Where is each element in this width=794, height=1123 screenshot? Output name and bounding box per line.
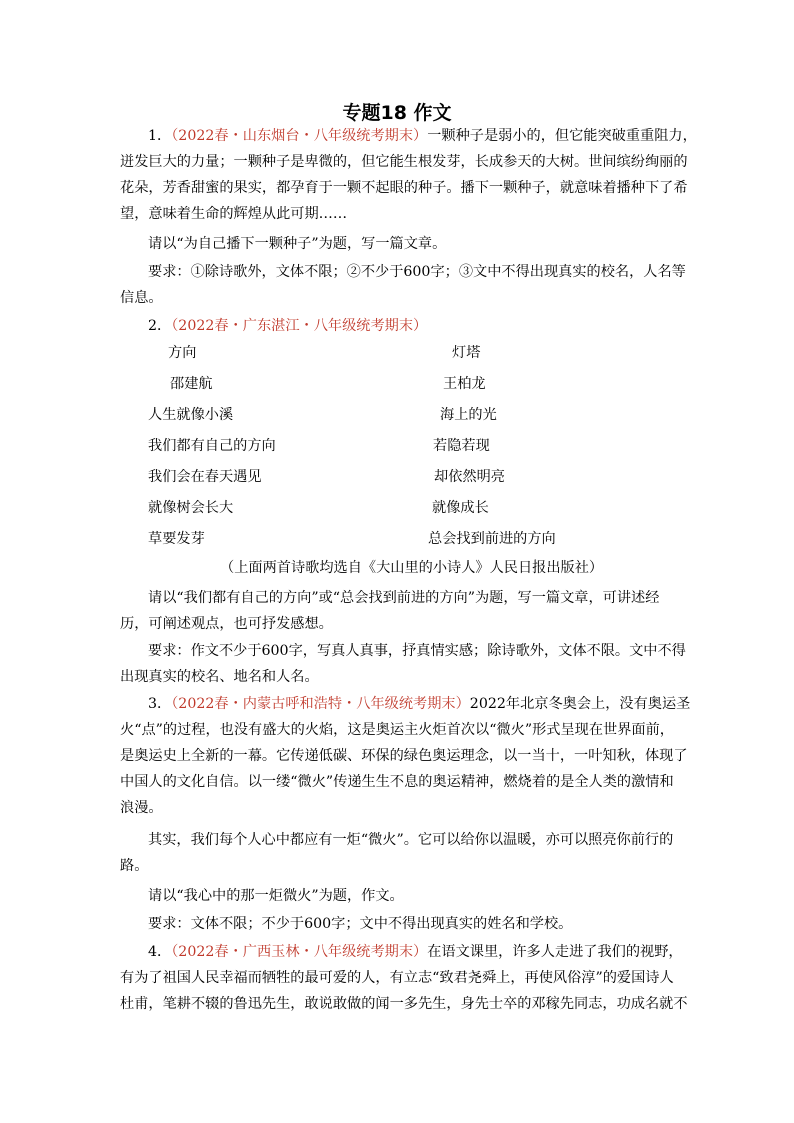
poem-right-line-1: 海上的光 bbox=[440, 407, 497, 423]
q1-text-6: 信息。 bbox=[120, 290, 163, 306]
poem-right-line-3: 却依然明亮 bbox=[434, 469, 505, 485]
q4-text-2: 杜甫，笔耕不辍的鲁迅先生，敢说敢做的闻一多先生，身先士卒的邓稼先同志，功成名就不 bbox=[120, 996, 688, 1012]
q1-source: （2022春・山东烟台・八年级统考期末） bbox=[171, 128, 428, 144]
poem-right-line-5: 总会找到前进的方向 bbox=[428, 531, 556, 547]
poem-left-line-5: 草要发芽 bbox=[148, 531, 205, 547]
q1-text-1: 迸发巨大的力量；一颗种子是卑微的，但它能生根发芽，长成参天的大树。世间缤纷绚丽的 bbox=[120, 154, 688, 170]
q1-text-2: 花朵，芳香甜蜜的果实，都孕育于一颗不起眼的种子。播下一颗种子，就意味着播种下了希 bbox=[120, 180, 688, 196]
q1-text-0: 一颗种子是弱小的，但它能突破重重阻力， bbox=[427, 128, 697, 144]
q3-source: （2022春・内蒙古呼和浩特・八年级统考期末） bbox=[171, 696, 470, 712]
q3-text-4: 浪漫。 bbox=[120, 800, 163, 816]
q2-text-2: 要求：作文不少于600字，写真人真事，抒真情实感；除诗歌外，文体不限。文中不得 bbox=[148, 643, 686, 659]
q1-text-4: 请以“为自己播下一颗种子”为题，写一篇文章。 bbox=[148, 236, 447, 252]
poem-right-author: 王柏龙 bbox=[443, 376, 486, 392]
q3-first-line bbox=[148, 694, 704, 714]
poem-left-line-4: 就像树会长大 bbox=[148, 500, 234, 516]
q3-text-6: 路。 bbox=[120, 858, 149, 874]
poem-left-line-1: 人生就像小溪 bbox=[148, 407, 234, 423]
q2-text-0: 请以“我们都有自己的方向”或“总会找到前进的方向”为题，写一篇文章，可讲述经 bbox=[148, 590, 660, 606]
q1-first-line bbox=[148, 126, 704, 146]
poem-left-line-3: 我们会在春天遇见 bbox=[148, 469, 262, 485]
poem-right-line-2: 若隐若现 bbox=[433, 438, 490, 454]
q1-text-3: 望，意味着生命的辉煌从此可期…… bbox=[120, 206, 348, 222]
q3-text-7: 请以“我心中的那一炬微火”为题，作文。 bbox=[148, 888, 404, 904]
q3-number: 3． bbox=[148, 696, 172, 712]
q2-number: 2． bbox=[148, 318, 172, 334]
poem-source-note: （上面两首诗歌均选自《大山里的小诗人》人民日报出版社） bbox=[220, 560, 604, 576]
q4-text-1: 有为了祖国人民幸福而牺牲的最可爱的人，有立志“致君尧舜上，再使风俗淳”的爱国诗人 bbox=[120, 970, 674, 986]
poem-left-line-2: 我们都有自己的方向 bbox=[148, 438, 276, 454]
q3-text-5: 其实，我们每个人心中都应有一炬“微火”。它可以给你以温暖，亦可以照亮你前行的 bbox=[148, 832, 674, 848]
q1-number: 1． bbox=[148, 128, 172, 144]
q4-first-line bbox=[148, 942, 704, 962]
q2-text-1: 历，可阐述观点，也可抒发感想。 bbox=[120, 616, 333, 632]
q4-text-0: 在语文课里，许多人走进了我们的视野， bbox=[427, 944, 683, 960]
q2-source: （2022春・广东湛江・八年级统考期末） bbox=[171, 318, 428, 334]
q3-text-1: 火“点”的过程，也没有盛大的火焰，这是奥运主火炬首次以“微火”形式呈现在世界面前， bbox=[120, 722, 674, 738]
poem-right-line-4: 就像成长 bbox=[432, 500, 489, 516]
q3-text-8: 要求：文体不限；不少于600字；文中不得出现真实的姓名和学校。 bbox=[148, 916, 573, 932]
q3-text-3: 中国人的文化自信。以一缕“微火”传递生生不息的奥运精神，燃烧着的是全人类的激情和 bbox=[120, 774, 674, 790]
q2-first-line bbox=[148, 316, 704, 336]
q4-source: （2022春・广西玉林・八年级统考期末） bbox=[171, 944, 428, 960]
poem-right-title: 灯塔 bbox=[452, 345, 481, 361]
q1-text-5: 要求：①除诗歌外，文体不限；②不少于600字；③文中不得出现真实的校名，人名等 bbox=[148, 264, 686, 280]
q3-text-2: 是奥运史上全新的一幕。它传递低碳、环保的绿色奥运理念，以一当十，一叶知秋，体现了 bbox=[120, 748, 688, 764]
q2-text-3: 出现真实的校名、地名和人名。 bbox=[120, 669, 319, 685]
poem-left-author: 邵建航 bbox=[170, 376, 213, 392]
q4-number: 4． bbox=[148, 944, 172, 960]
page-title: 专题18 作文 bbox=[342, 102, 452, 124]
q3-text-0: 2022年北京冬奥会上，没有奥运圣 bbox=[469, 696, 691, 712]
poem-left-title: 方向 bbox=[168, 345, 197, 361]
